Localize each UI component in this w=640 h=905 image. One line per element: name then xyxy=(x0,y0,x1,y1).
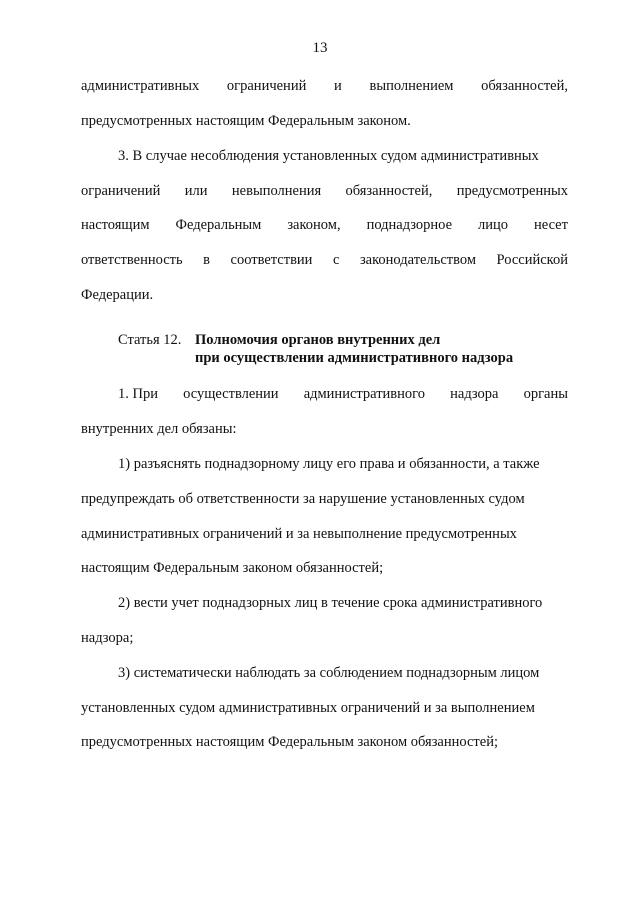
text-line: административных ограничений и за невыполнение предусмотренных xyxy=(81,526,517,542)
text-line: ответственность в соответствии с законодательством Российской xyxy=(81,252,568,268)
text-line: 1. При осуществлении административного надзора органы xyxy=(118,386,568,402)
text-line: предусмотренных настоящим Федеральным законом обязанностей; xyxy=(81,734,498,750)
text-line: настоящим Федеральным законом, поднадзорное лицо несет xyxy=(81,217,568,233)
text-line: установленных судом административных ограничений и за выполнением xyxy=(81,700,535,716)
paragraph-3-start: 3. В случае несоблюдения установленных судом административных xyxy=(118,148,539,164)
text-line: 2) вести учет поднадзорных лиц в течение срока административного xyxy=(118,595,543,611)
text-line: административных ограничений и выполнением обязанностей, xyxy=(81,78,568,94)
article-label: Статья 12. xyxy=(118,332,182,348)
article-title-line: при осуществлении административного надзора xyxy=(195,350,514,366)
text-line: 1) разъяснять поднадзорному лицу его права и обязанности, а также xyxy=(118,456,540,472)
text-line: предупреждать об ответственности за нарушение установленных судом xyxy=(81,491,525,507)
text-line: предусмотренных настоящим Федеральным законом. xyxy=(81,113,411,129)
text-line: ограничений или невыполнения обязанностей, предусмотренных xyxy=(81,183,568,199)
text-line: надзора; xyxy=(81,630,134,646)
article-title xyxy=(195,331,575,367)
text-line: настоящим Федеральным законом обязанностей; xyxy=(81,560,384,576)
page-number: 13 xyxy=(312,40,328,56)
text-line: внутренних дел обязаны: xyxy=(81,421,237,437)
article-title-line: Полномочия органов внутренних дел xyxy=(195,332,441,348)
text-line: Федерации. xyxy=(81,287,154,303)
text-line: 3) систематически наблюдать за соблюдением поднадзорным лицом xyxy=(118,665,540,681)
